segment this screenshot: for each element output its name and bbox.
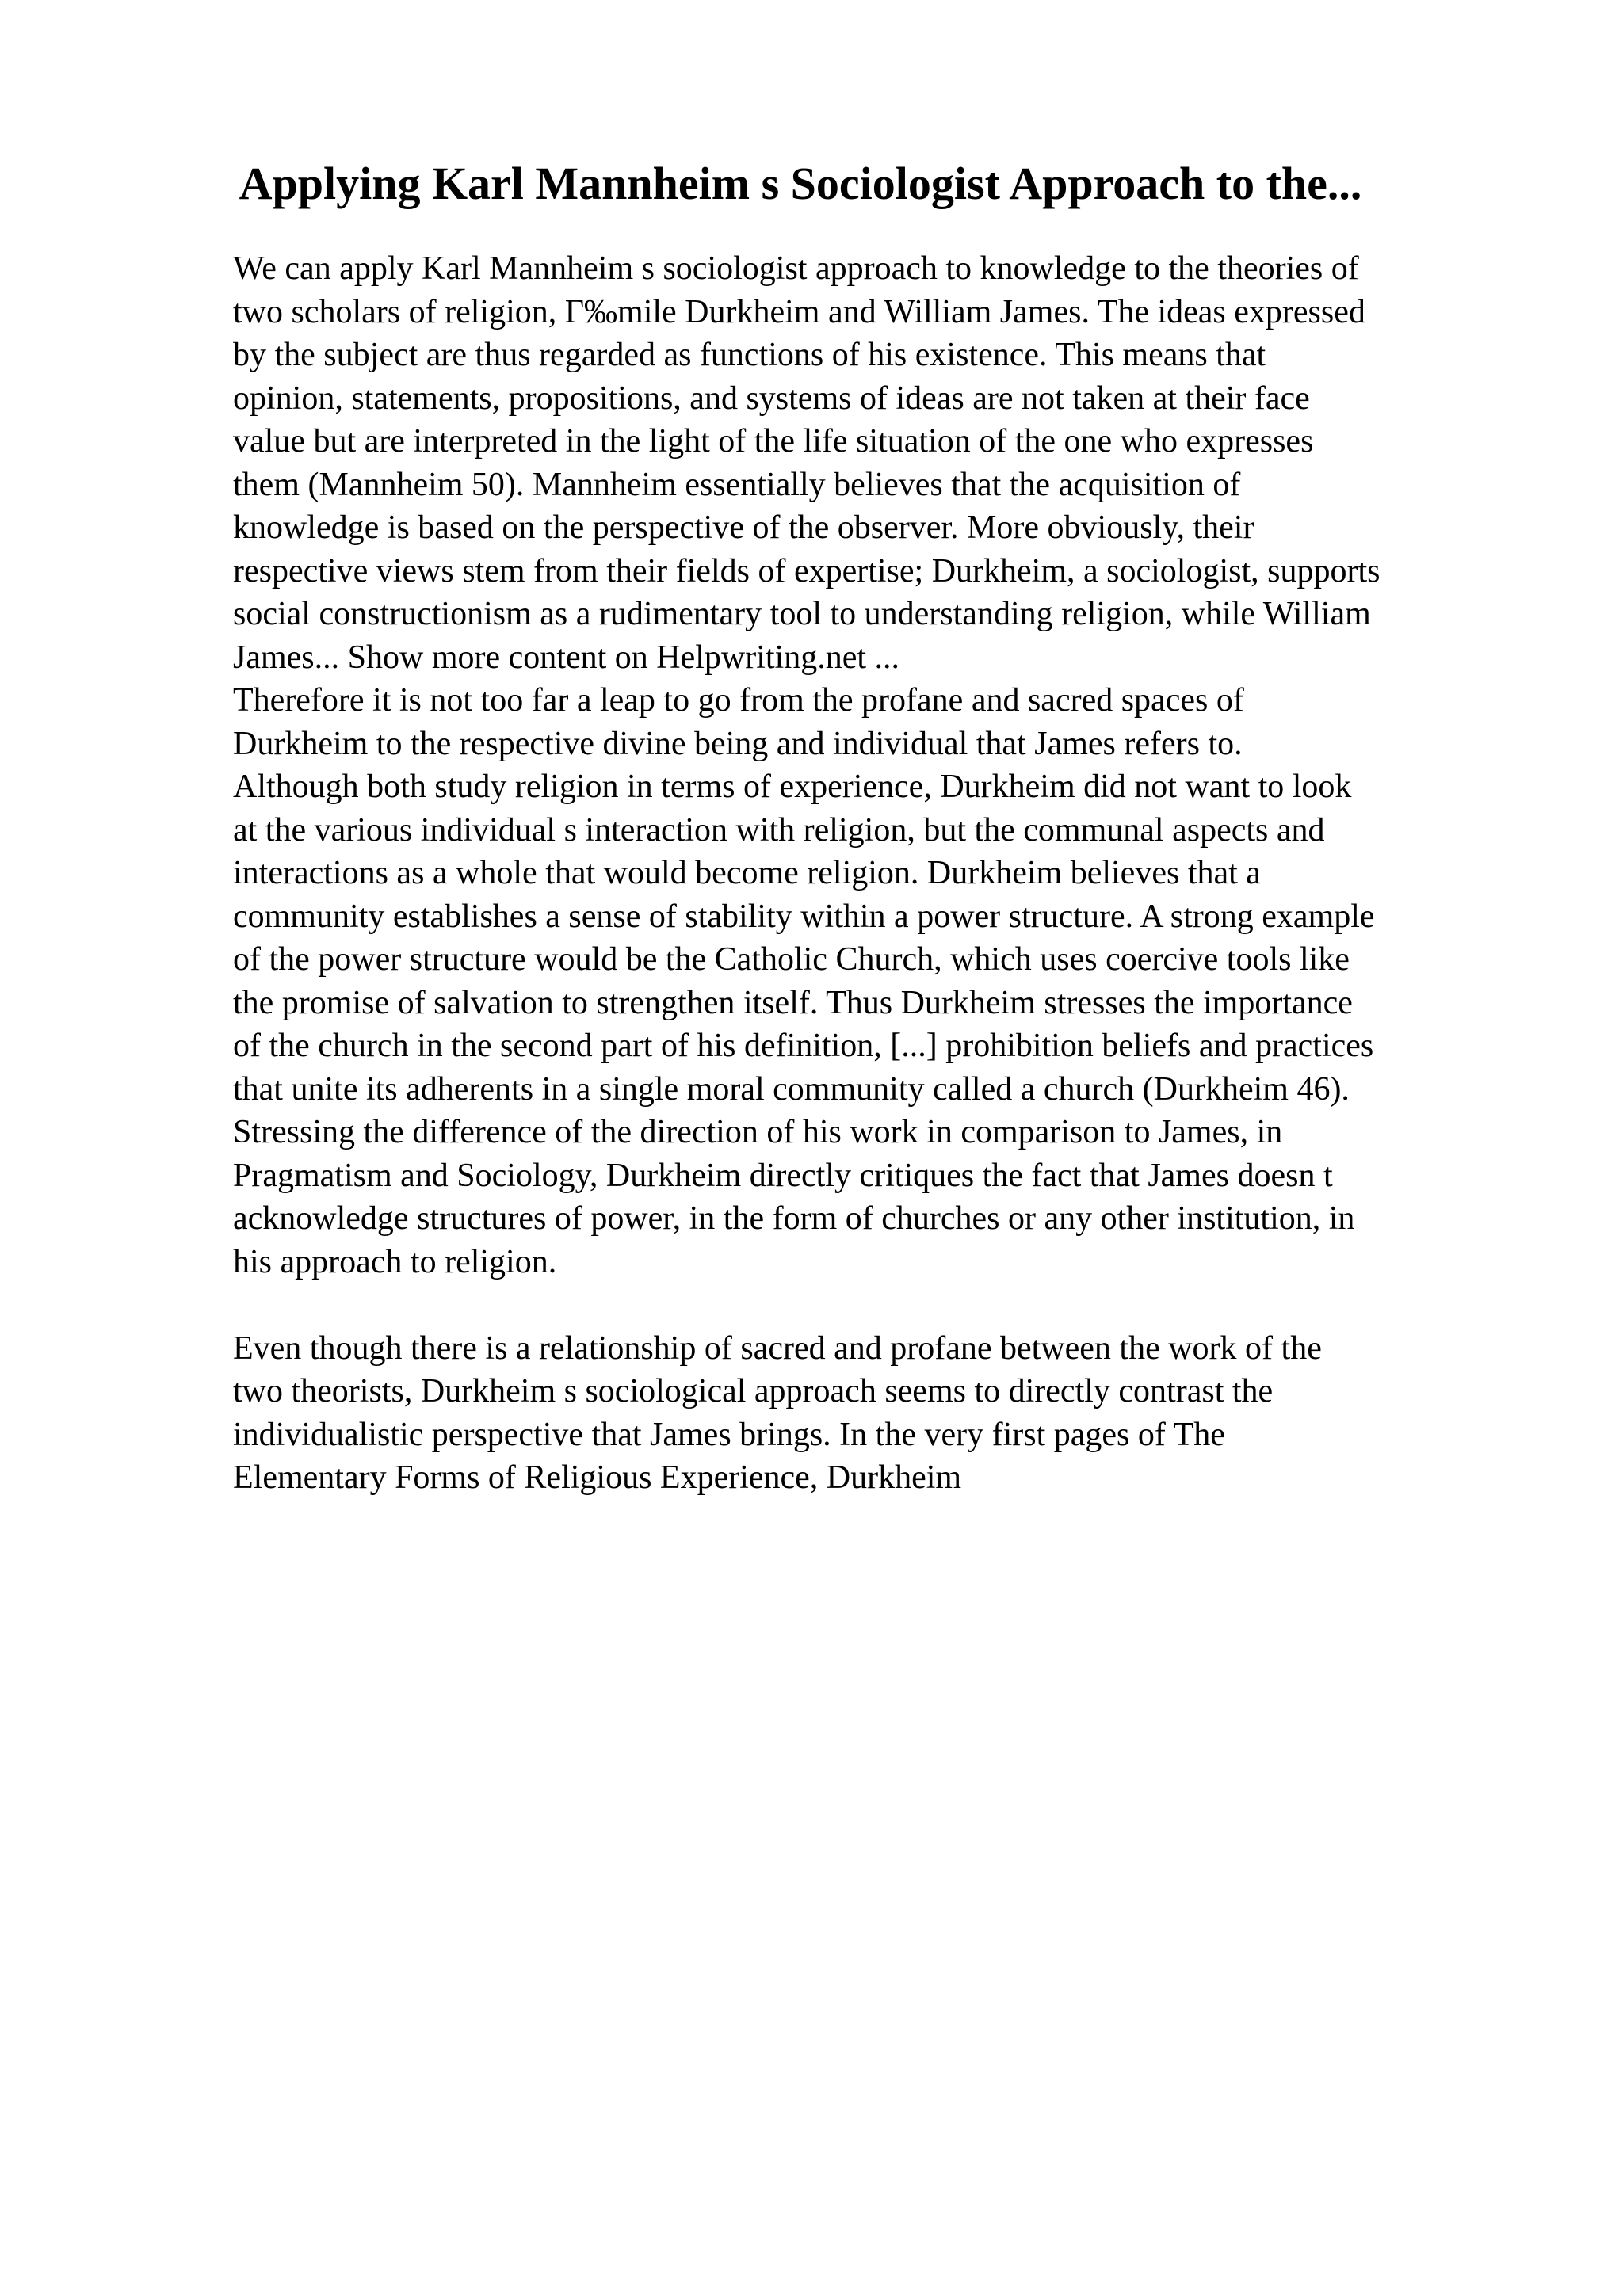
text-line: interactions as a whole that would become religion. Durkheim believes that a bbox=[233, 855, 1261, 891]
text-line: them (Mannheim 50). Mannheim essentially believes that the acquisition of bbox=[233, 466, 1241, 503]
text-line: his approach to religion. bbox=[233, 1243, 557, 1280]
text-line: Durkheim to the respective divine being and individual that James refers to. bbox=[233, 725, 1243, 762]
text-line: the promise of salvation to strengthen itself. Thus Durkheim stresses the importance bbox=[233, 984, 1353, 1021]
text-line: Therefore it is not too far a leap to go from the profane and sacred spaces of bbox=[233, 682, 1244, 719]
text-line: Pragmatism and Sociology, Durkheim directly critiques the fact that James doesn t bbox=[233, 1157, 1333, 1194]
text-line: acknowledge structures of power, in the form of churches or any other institution, in bbox=[233, 1200, 1355, 1237]
text-line: opinion, statements, propositions, and systems of ideas are not taken at their face bbox=[233, 379, 1310, 417]
text-line: of the church in the second part of his definition, [...] prohibition beliefs and practices bbox=[233, 1028, 1374, 1064]
text-line: value but are interpreted in the light of the life situation of the one who expresses bbox=[233, 423, 1314, 460]
text-line: Although both study religion in terms of experience, Durkheim did not want to look bbox=[233, 769, 1352, 805]
text-line: individualistic perspective that James brings. In the very first pages of The bbox=[233, 1416, 1225, 1453]
text-line: that unite its adherents in a single moral community called a church (Durkheim 46). bbox=[233, 1070, 1350, 1108]
text-line: by the subject are thus regarded as functions of his existence. This means that bbox=[233, 337, 1266, 373]
paragraph-3 bbox=[233, 1327, 1533, 1500]
document-title: Applying Karl Mannheim s Sociologist Approach to the... bbox=[239, 158, 1362, 209]
text-line: social constructionism as a rudimentary tool to understanding religion, while William bbox=[233, 596, 1371, 632]
paragraph-2 bbox=[233, 679, 1533, 1283]
text-line: respective views stem from their fields of expertise; Durkheim, a sociologist, supports bbox=[233, 552, 1381, 589]
text-line: knowledge is based on the perspective of the observer. More obviously, their bbox=[233, 509, 1254, 546]
text-line: two scholars of religion, Г‰mile Durkheim and William James. The ideas expressed bbox=[233, 293, 1365, 330]
document-body bbox=[233, 247, 1533, 1500]
text-line: We can apply Karl Mannheim s sociologist approach to knowledge to the theories of bbox=[233, 250, 1359, 287]
text-line: Elementary Forms of Religious Experience, Durkheim bbox=[233, 1459, 962, 1496]
text-line: community establishes a sense of stability within a power structure. A strong example bbox=[233, 898, 1375, 935]
text-line: at the various individual s interaction with religion, but the communal aspects and bbox=[233, 811, 1325, 849]
text-line: Stressing the difference of the direction of his work in comparison to James, in bbox=[233, 1114, 1283, 1150]
text-line: James... Show more content on Helpwriting.net ... bbox=[233, 639, 900, 676]
text-line: of the power structure would be the Catholic Church, which uses coercive tools like bbox=[233, 941, 1350, 978]
text-line: two theorists, Durkheim s sociological approach seems to directly contrast the bbox=[233, 1373, 1274, 1409]
text-line: Even though there is a relationship of sacred and profane between the work of the bbox=[233, 1329, 1322, 1367]
paragraph-gap bbox=[233, 1283, 1533, 1327]
paragraph-1 bbox=[233, 247, 1533, 679]
